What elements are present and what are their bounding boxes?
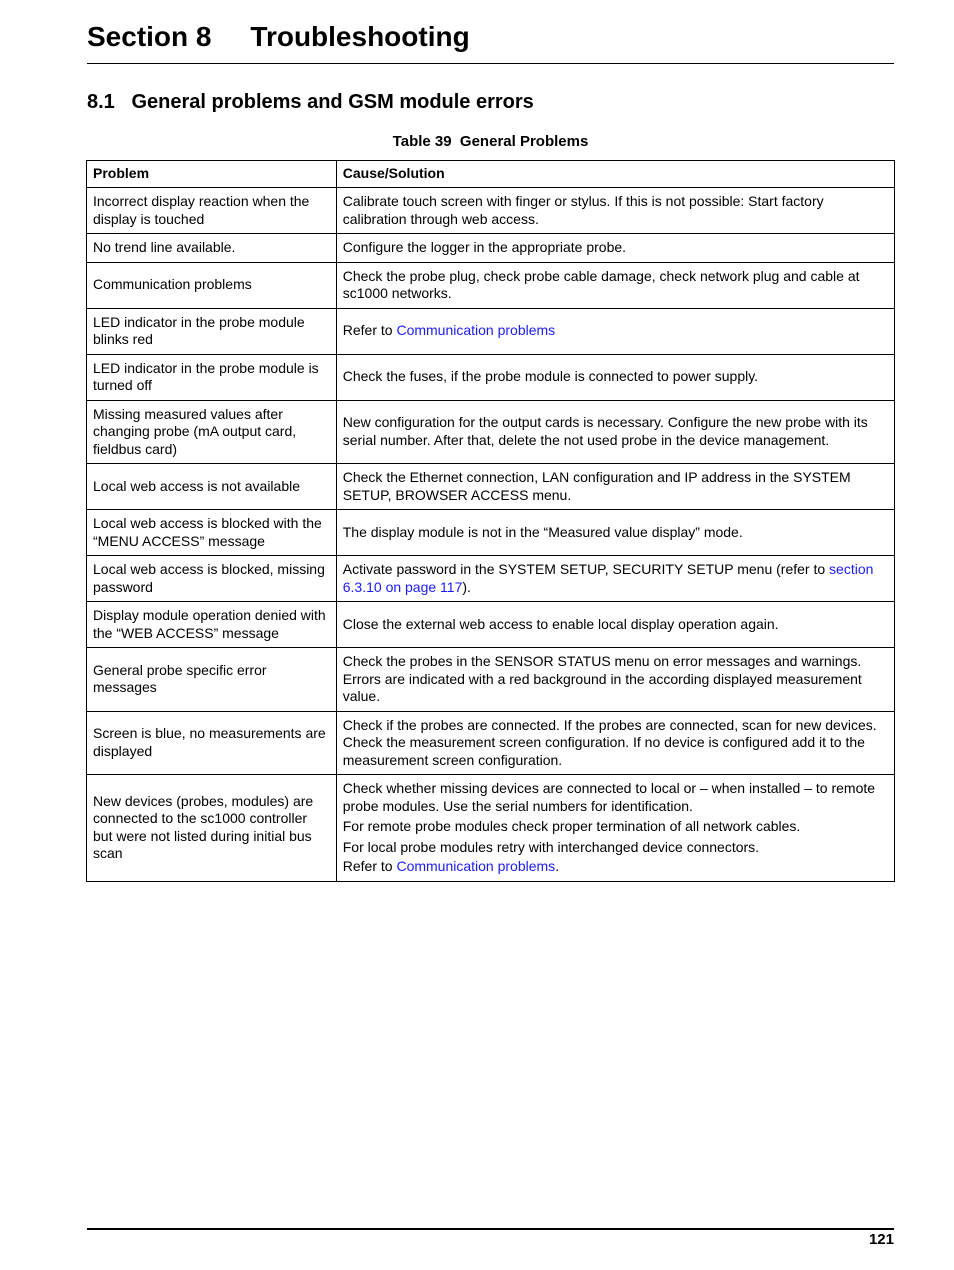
problem-cell: Local web access is blocked, missing password [87,556,337,602]
problem-cell: Missing measured values after changing probe (mA output card, fieldbus card) [87,400,337,464]
solution-text: . [555,858,560,874]
section-title: Section 8 Troubleshooting [87,21,470,52]
table-row [87,711,895,775]
solution-cell [336,262,894,308]
solution-cell [336,400,894,464]
solution-paragraph: Check whether missing devices are connected to local or – when installed – to remote probe modules. Use the serial numbers for identification. [342,780,876,814]
header-problem: Problem [87,161,337,188]
problem-cell: Incorrect display reaction when the display is touched [87,188,337,234]
solution-paragraph: Close the external web access to enable local display operation again. [342,615,779,632]
solution-paragraph: Check if the probes are connected. If the probes are connected, scan for new devices. Check the measurement screen configuration. If no device is configured add it to the measurement screen configuration. [342,716,877,768]
section-header [87,18,894,64]
solution-paragraph: Configure the logger in the appropriate probe. [342,239,627,255]
problem-cell: Local web access is not available [87,464,337,510]
cross-reference-link[interactable]: Communication problems [396,858,556,874]
solution-paragraph: Check the fuses, if the probe module is connected to power supply. [342,368,759,385]
solution-paragraph [343,858,888,876]
problem-cell: Local web access is blocked with the “MENU ACCESS” message [87,510,337,556]
problem-cell: Display module operation denied with the “WEB ACCESS” message [87,602,337,648]
solution-cell [336,234,894,263]
problem-cell: New devices (probes, modules) are connected to the sc1000 controller but were not listed during initial bus scan [87,775,337,882]
solution-cell [336,602,894,648]
table-row [87,602,895,648]
problem-cell: LED indicator in the probe module blinks red [87,308,337,354]
page-number: 121 [868,1231,894,1248]
cross-reference-link[interactable]: Communication problems [396,322,556,339]
solution-text: Activate password in the SYSTEM SETUP, SECURITY SETUP menu (refer to [342,561,830,577]
table-header-row [87,161,895,188]
problem-cell: No trend line available. [87,234,337,263]
table-row [87,262,895,308]
table-row [87,188,895,234]
table-body [87,188,895,882]
problem-cell: LED indicator in the probe module is turned off [87,354,337,400]
solution-paragraph: Calibrate touch screen with finger or stylus. If this is not possible: Start factory calibration through web access. [342,193,824,227]
solution-cell [336,556,894,602]
solution-cell [336,510,894,556]
problem-cell: General probe specific error messages [87,648,337,712]
table-row [87,354,895,400]
solution-cell [336,354,894,400]
solution-paragraph: Check the probe plug, check probe cable damage, check network plug and cable at sc1000 networks. [342,267,860,301]
table-row [87,400,895,464]
table-row [87,464,895,510]
general-problems-table [86,160,895,882]
solution-cell [336,711,894,775]
table-row [87,775,895,882]
solution-cell [336,648,894,712]
table-row [87,234,895,263]
problem-cell: Communication problems [87,262,337,308]
table-caption: Table 39 General Problems [392,133,589,150]
solution-cell [336,464,894,510]
cross-reference-link[interactable]: section 6.3.10 on page 117 [342,561,874,595]
table-row [87,308,895,354]
solution-paragraph: Check the probes in the SENSOR STATUS menu on error messages and warnings. Errors are indicated with a red background in the according displayed measurement value. [342,653,862,704]
solution-text: Refer to [342,322,397,339]
problem-cell: Screen is blue, no measurements are displayed [87,711,337,775]
solution-cell [336,308,894,354]
table-row [87,648,895,712]
solution-paragraph: The display module is not in the “Measured value display” mode. [342,523,743,540]
header-cause-solution: Cause/Solution [336,161,894,188]
solution-paragraph [343,561,888,596]
solution-text: ). [462,578,471,595]
solution-paragraph: Check the Ethernet connection, LAN configuration and IP address in the SYSTEM SETUP, BROWSER ACCESS menu. [342,469,851,503]
solution-cell [336,188,894,234]
solution-paragraph [343,322,888,340]
solution-paragraph: New configuration for the output cards is necessary. Configure the new probe with its serial number. After that, delete the not used probe in the device management. [342,414,868,448]
table-row [87,556,895,602]
solution-cell [336,775,894,882]
subsection-title: 8.1 General problems and GSM module errors [87,91,534,113]
solution-paragraph: For remote probe modules check proper termination of all network cables. [342,818,801,834]
footer-rule [87,1228,894,1230]
table-row [87,510,895,556]
solution-text: Refer to [342,858,397,874]
solution-paragraph: For local probe modules retry with interchanged device connectors. [342,838,760,855]
